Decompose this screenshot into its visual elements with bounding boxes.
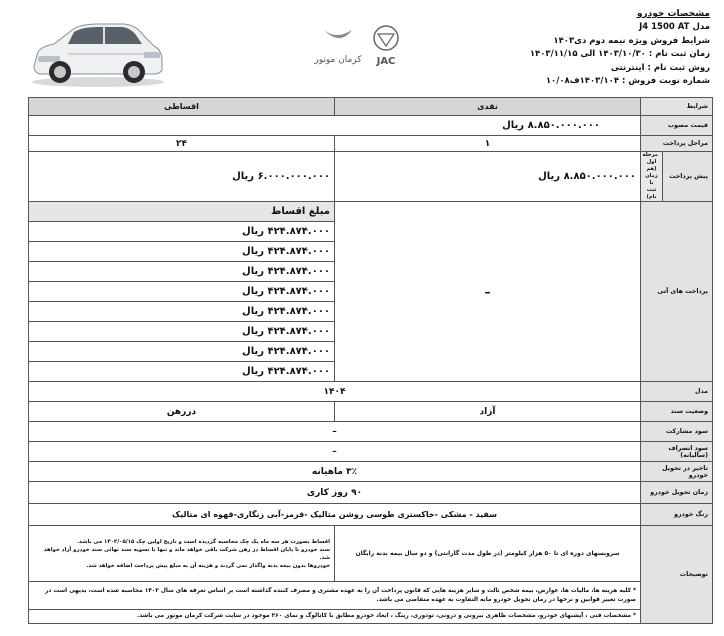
installment-first-payment: ۶.۰۰۰.۰۰۰.۰۰۰ ریال [29,152,335,202]
model-year-value: ۱۴۰۴ [29,382,641,402]
first-stage-note: (هم زمان با ثبت نام) [645,166,658,200]
note-general-1: * کلیه هزینه ها، مالیات ها، عوارض، بیمه شخص ثالث و سایر هزینه هایی که قانون پرداخت آن را به عهده مشتری و مصرف کننده گذاشته است بر اساس تعرفه های سال ۱۴۰۳ محاسبه شده است، بدیهی است در صورت تغییر قوانین و نرخها در زمان تحویل خودرو مابه التفاوت به عهده متقاضی می باشد. [29,582,641,610]
installment-amount: ۴۲۴.۸۷۴.۰۰۰ ریال [29,242,335,262]
approved-price-label: قیمت مصوب [641,116,713,136]
delay-value: ۳٪ ماهیانه [29,462,641,482]
note-installment-1: اقساط بصورت هر سه ماه یک چک محاسبه گردیده است و تاریخ اولین چک ۱۴۰۴/۰۵/۱۵ می باشد. [76,538,330,545]
installment-amount: ۴۲۴.۸۷۴.۰۰۰ ریال [29,222,335,242]
table-row [29,382,713,402]
spec-sale-terms: شرایط فروش ویژه نیمه دوم دی۱۴۰۳ [553,35,710,46]
prepayment-label: پیش پرداخت [663,152,713,202]
participation-profit-label: سود مشارکت [641,422,713,442]
table-row [29,116,713,136]
forfeit-profit-label: سود انصراف (سالیانه) [641,442,713,462]
spec-title: مشخصات خودرو [636,9,710,19]
colors-value: سفید - مشکی -خاکستری طوسی روشن متالیک -قرمز-آبی زنگاری-قهوه ای متالیک [29,504,641,526]
future-payments-label: پرداخت های آتی [641,202,713,382]
cash-first-payment: ۸.۸۵۰.۰۰۰.۰۰۰ ریال [335,152,641,202]
page-header [0,0,724,96]
table-row [29,152,713,202]
table-row [29,98,713,116]
participation-profit-value: – [29,422,641,442]
approved-price-value: ۸.۸۵۰.۰۰۰.۰۰۰ ریال [29,116,641,136]
table-row [29,482,713,504]
table-row [29,136,713,152]
jac-logo-icon [306,20,416,70]
cash-document-status: آزاد [335,402,641,422]
installment-amount-header: مبلغ اقساط [29,202,335,222]
logo-text: JAC [376,56,396,67]
table-row [29,442,713,462]
spec-sale-number: شماره نوبت فروش : ۱۴۰۳/۱۰۴ف۱۰/۰۸ [545,76,710,87]
table-row [29,582,713,610]
table-row [29,526,713,582]
table-row [29,504,713,526]
installment-amount: ۴۲۴.۸۷۴.۰۰۰ ریال [29,322,335,342]
first-stage-label: مرحله اول [642,152,658,165]
spec-model: مدل J4 1500 AT [639,22,710,33]
sales-terms-table [28,97,713,624]
forfeit-profit-value: – [29,442,641,462]
table-row [29,610,713,624]
installment-header: اقساطی [29,98,335,116]
note-installment-3: خودروها بدون بیمه بدنه واگذار نمی گردند و هزینه آن به مبلغ پیش پرداخت اضافه خواهد شد. [86,562,330,569]
installment-amount: ۴۲۴.۸۷۴.۰۰۰ ریال [29,302,335,322]
delivery-time-label: زمان تحویل خودرو [641,482,713,504]
installment-stages-value: ۲۴ [29,136,335,152]
cash-future-payments: – [335,202,641,382]
installment-amount: ۴۲۴.۸۷۴.۰۰۰ ریال [29,282,335,302]
installment-amount: ۴۲۴.۸۷۴.۰۰۰ ریال [29,262,335,282]
document-status-label: وضعیت سند [641,402,713,422]
installment-notes [29,526,335,582]
delivery-time-value: ۹۰ روز کاری [29,482,641,504]
note-general-2: * مشخصات فنی ، آپشنهای خودرو، مشخصات ظاهری بیرونی و درونی، تودوزی، رینگ ، ابعاد خودرو مطابق با کاتالوگ و نمای ۳۶۰ موجود در سایت شرکت کرمان موتور می باشد. [29,610,641,624]
spec-registration-method: روش ثبت نام : اینترنتی [610,62,710,73]
note-installment-2: سند خودرو تا پایان اقساط در رهن شرکت باقی خواهد ماند و تنها با تسویه سند نهائی سند خودرو آزاد خواهد شد. [43,546,330,561]
logo-brand-text: کرمان موتور [314,55,362,65]
table-row [29,402,713,422]
payment-stages-label: مراحل پرداخت [641,136,713,152]
spec-block [510,8,710,88]
note-service: سرویسهای دوره ای تا ۵۰ هزار کیلومتر (در طول مدت گارانتی) و دو سال بیمه بدنه رایگان [335,526,641,582]
spec-registration-period: زمان ثبت نام : ۱۴۰۳/۱۰/۳۰ الی ۱۴۰۳/۱۱/۱۵ [529,49,710,60]
table-row [29,202,713,222]
model-year-label: مدل [641,382,713,402]
table-row [29,462,713,482]
brand-logo [306,20,416,70]
installment-document-status: دررهن [29,402,335,422]
delay-label: تاخیر در تحویل خودرو [641,462,713,482]
cash-stages-value: ۱ [335,136,641,152]
installment-amount: ۴۲۴.۸۷۴.۰۰۰ ریال [29,342,335,362]
first-stage-cell [641,152,663,202]
installment-amount: ۴۲۴.۸۷۴.۰۰۰ ریال [29,362,335,382]
cash-header: نقدی [335,98,641,116]
color-label: رنگ خودرو [641,504,713,526]
conditions-label: شرایط [641,98,713,116]
car-image [28,8,168,90]
table-row [29,422,713,442]
notes-label: توضیحات [641,526,713,624]
